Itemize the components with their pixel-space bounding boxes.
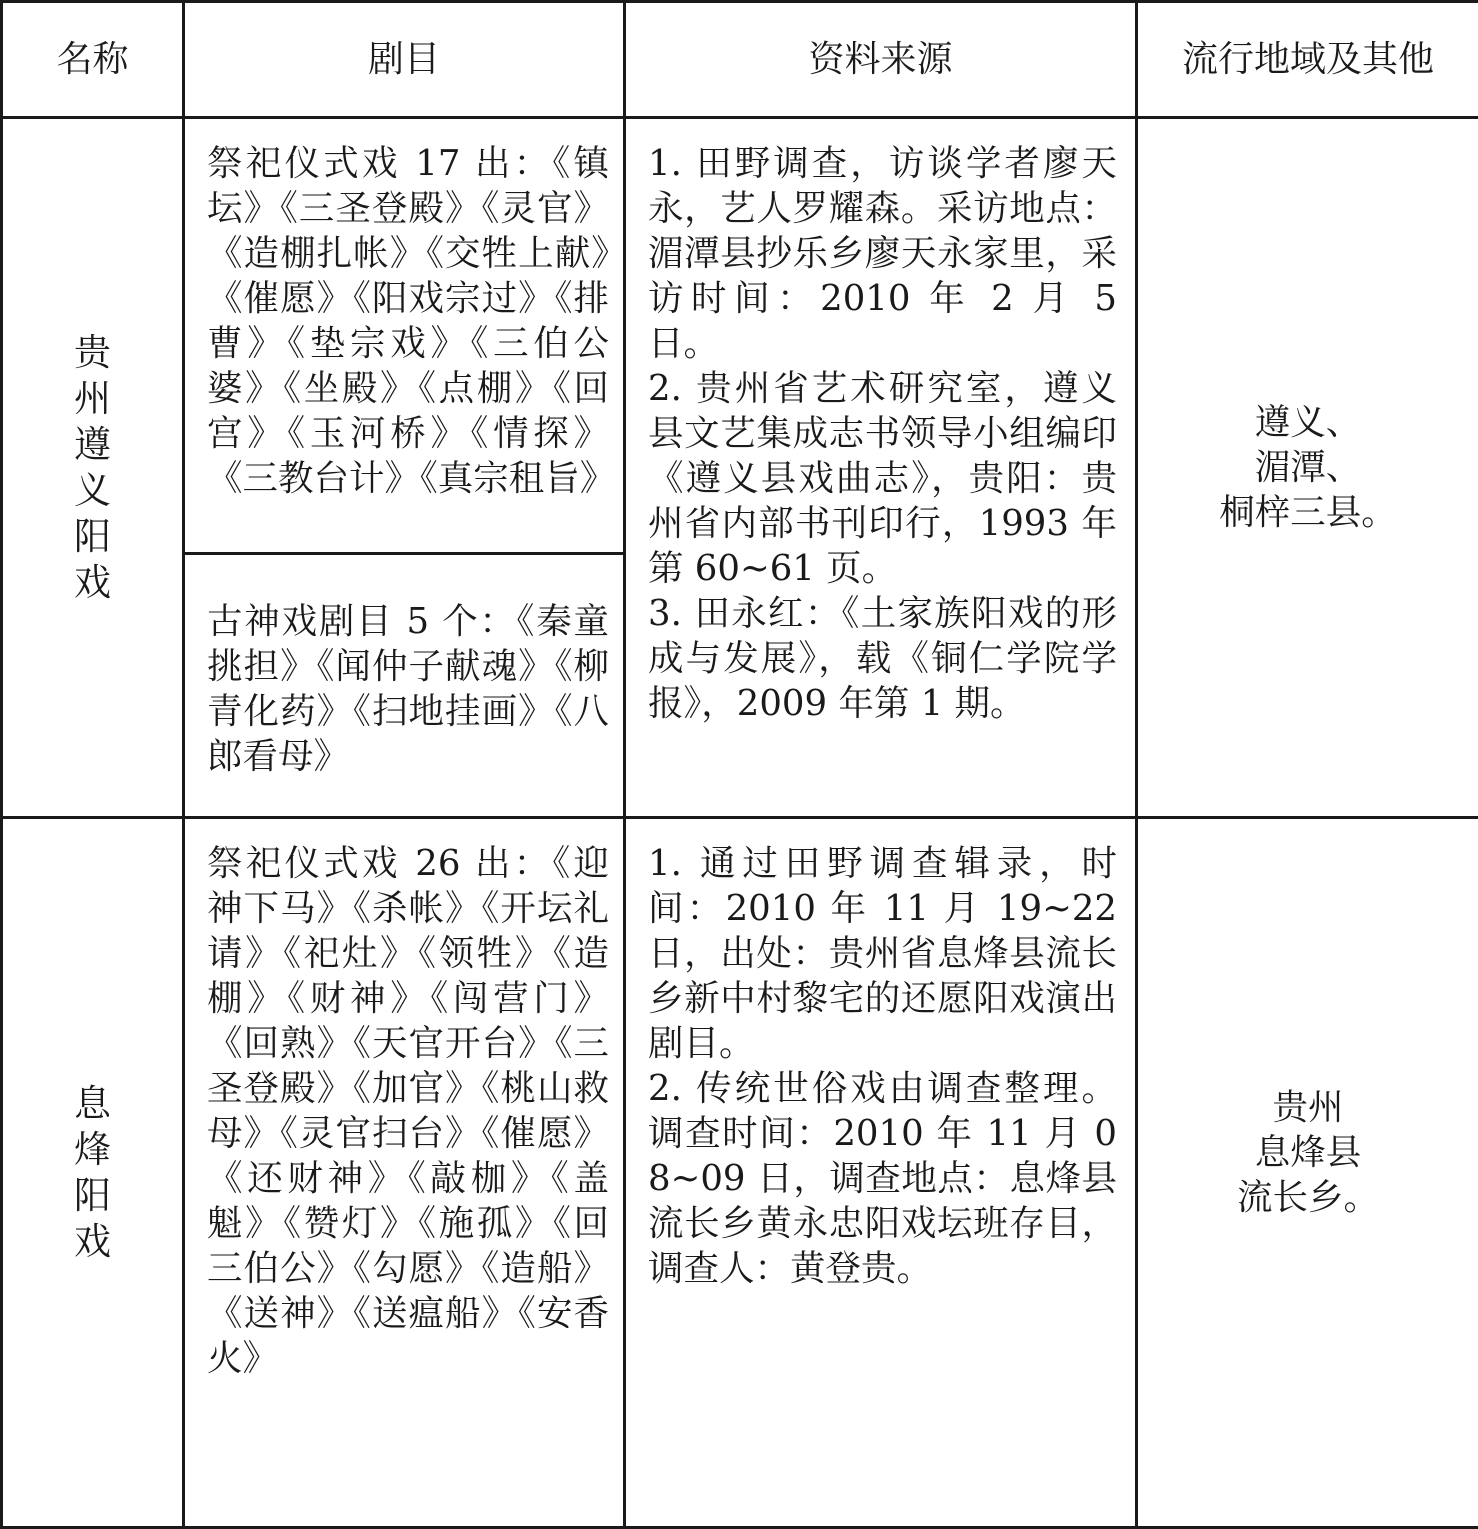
source-item: 3. 田永红：《土家族阳戏的形成与发展》，载《铜仁学院学报》，2009 年第 1 期。 bbox=[648, 591, 1117, 726]
plays-cell: 祭祀仪式戏 26 出：《迎神下马》《杀帐》《开坛礼请》《祀灶》《领牲》《造棚》《财神》《闯营门》《回熟》《天官开台》《三圣登殿》《加官》《桃山救母》《灵官扫台》《催愿》《还财神》《敲枷》《盖魁》《赞灯》《施孤》《回三伯公》《勾愿》《造船》《送神》《送瘟船》《安香火》 bbox=[184, 818, 625, 1528]
region-line: 遵义、 bbox=[1138, 400, 1478, 445]
source-item: 1. 通过田野调查辑录，时间：2010 年 11 月 19~22 日，出处：贵州省息烽县流长乡新中村黎宅的还愿阳戏演出剧目。 bbox=[648, 841, 1117, 1066]
table-row bbox=[2, 118, 1478, 554]
header-plays: 剧目 bbox=[184, 2, 625, 118]
region-line: 桐梓三县。 bbox=[1138, 490, 1478, 535]
table-row bbox=[2, 818, 1478, 1528]
plays-cell: 古神戏剧目 5 个：《秦童挑担》《闻仲子献魂》《柳青化药》《扫地挂画》《八郎看母》 bbox=[184, 554, 625, 818]
region-line: 流长乡。 bbox=[1138, 1175, 1478, 1220]
source-item: 2. 贵州省艺术研究室，遵义县文艺集成志书领导小组编印《遵义县戏曲志》，贵阳：贵州省内部书刊印行，1993 年第 60~61 页。 bbox=[648, 366, 1117, 591]
row-name: 息 烽 阳 戏 bbox=[71, 1081, 115, 1265]
source-item: 1. 田野调查，访谈学者廖天永，艺人罗耀森。采访地点：湄潭县抄乐乡廖天永家里，采访时间：2010 年 2 月 5 日。 bbox=[648, 141, 1117, 366]
row-name: 贵 州 遵 义 阳 戏 bbox=[71, 330, 115, 606]
region-cell bbox=[1137, 118, 1478, 818]
header-name: 名称 bbox=[2, 2, 184, 118]
region-cell bbox=[1137, 818, 1478, 1528]
source-cell bbox=[625, 818, 1137, 1528]
row-name-cell bbox=[2, 118, 184, 818]
region-line: 湄潭、 bbox=[1138, 445, 1478, 490]
row-name-cell bbox=[2, 818, 184, 1528]
region-line: 贵州 bbox=[1138, 1085, 1478, 1130]
region-line: 息烽县 bbox=[1138, 1130, 1478, 1175]
header-row bbox=[2, 2, 1478, 118]
header-region: 流行地域及其他 bbox=[1137, 2, 1478, 118]
source-cell bbox=[625, 118, 1137, 818]
source-item: 2. 传统世俗戏由调查整理。调查时间：2010 年 11 月 08~09 日，调查地点：息烽县流长乡黄永忠阳戏坛班存目，调查人：黄登贵。 bbox=[648, 1066, 1117, 1291]
header-source: 资料来源 bbox=[625, 2, 1137, 118]
plays-cell: 祭祀仪式戏 17 出：《镇坛》《三圣登殿》《灵官》《造棚扎帐》《交牲上献》《催愿》《阳戏宗过》《排曹》《垫宗戏》《三伯公婆》《坐殿》《点棚》《回宫》《玉河桥》《情探》《三教台计》《真宗租旨》 bbox=[184, 118, 625, 554]
